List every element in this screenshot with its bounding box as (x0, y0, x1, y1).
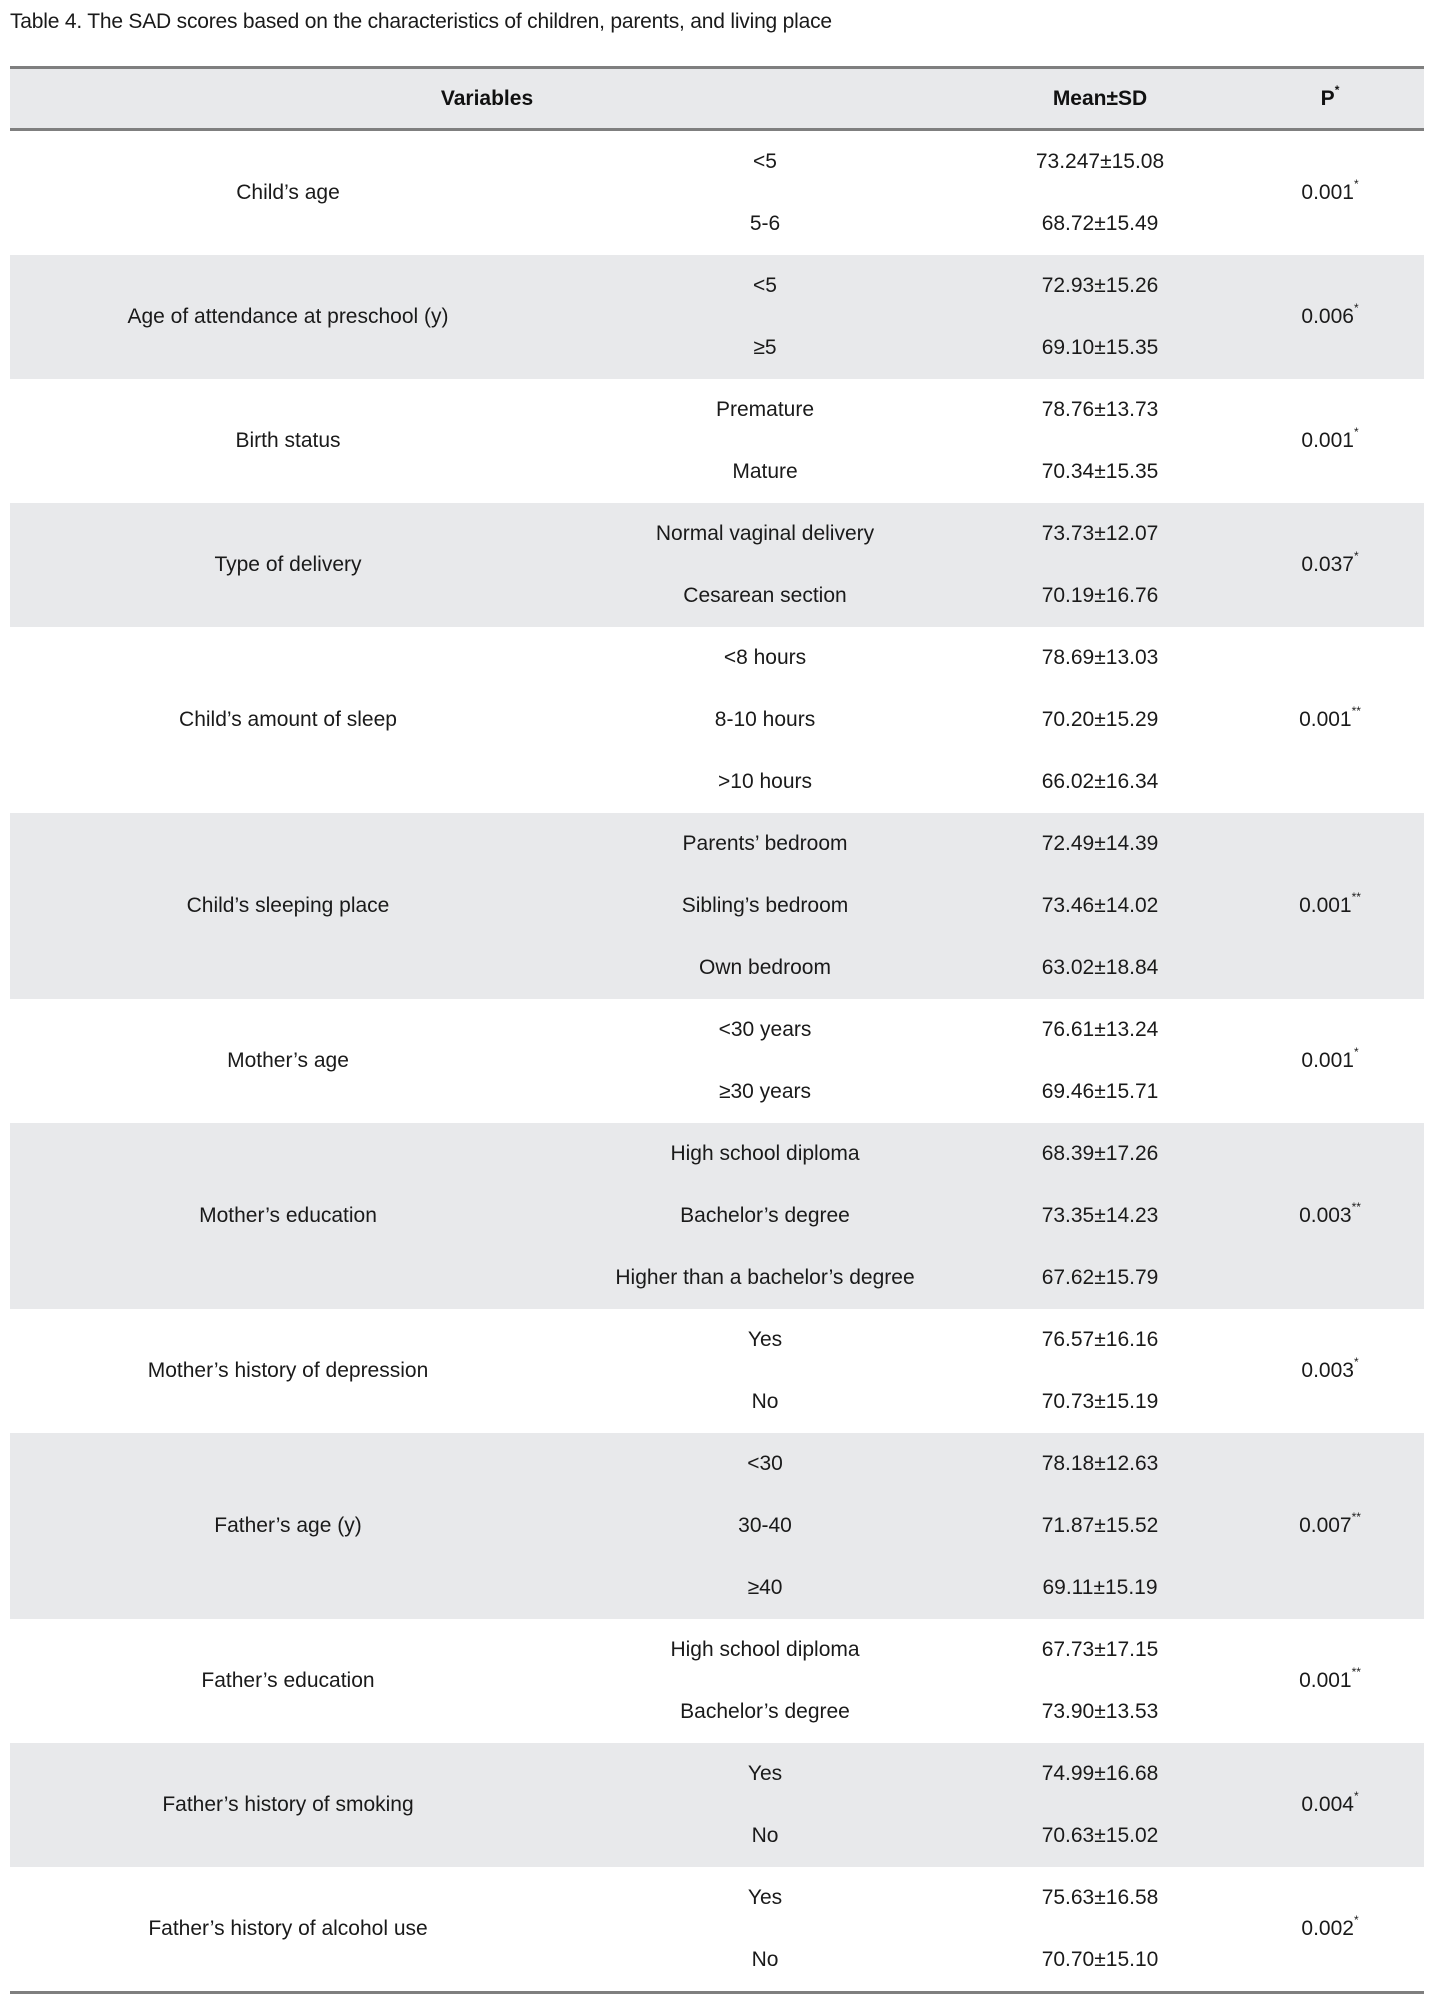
mean-sd-value: 69.10±15.35 (964, 317, 1236, 379)
significance-marker: * (1353, 301, 1359, 315)
p-value-cell (1236, 813, 1424, 999)
table-row (10, 255, 1424, 317)
p-value-cell (1236, 1743, 1424, 1867)
mean-sd-value: 68.39±17.26 (964, 1123, 1236, 1185)
variable-name: Father’s education (201, 1669, 375, 1692)
variable-name: Father’s history of smoking (10, 1743, 566, 1867)
variable-name: Father’s history of alcohol use (10, 1867, 566, 1993)
mean-sd-value: 70.19±16.76 (964, 565, 1236, 627)
level-label: <5 (566, 255, 964, 317)
variable-name: Child’s age (236, 181, 340, 204)
p-value: 0.007 (1299, 1514, 1352, 1537)
header-mean-sd: Mean±SD (964, 68, 1236, 130)
p-value-cell (1236, 1123, 1424, 1309)
level-label: <5 (753, 150, 777, 173)
table-row (10, 813, 1424, 875)
significance-marker: * (1353, 177, 1359, 191)
level-label: Premature (715, 398, 815, 421)
mean-sd-value: 78.76±13.73 (1041, 398, 1159, 421)
header-variables: Variables (10, 68, 964, 130)
significance-marker: * (1353, 1789, 1359, 1803)
level-label: Cesarean section (566, 565, 964, 627)
level-label: No (566, 1805, 964, 1867)
mean-sd-value: 69.46±15.71 (1041, 1080, 1159, 1103)
p-value-cell (1236, 255, 1424, 379)
mean-sd-value: 74.99±16.68 (964, 1743, 1236, 1805)
level-label: Sibling’s bedroom (566, 875, 964, 937)
table-header (10, 68, 1424, 130)
p-value: 0.001 (1301, 1049, 1354, 1072)
significance-marker: * (1353, 549, 1359, 563)
variable-name: Birth status (235, 429, 341, 452)
mean-sd-value: 78.18±12.63 (964, 1433, 1236, 1495)
p-value-cell (1236, 1867, 1424, 1993)
variable-name: Child’s amount of sleep (179, 708, 397, 731)
mean-sd-value: 72.49±14.39 (964, 813, 1236, 875)
significance-marker: ** (1351, 890, 1361, 904)
mean-sd-value: 70.73±15.19 (1041, 1390, 1159, 1413)
p-value: 0.006 (1301, 305, 1354, 328)
header-p-label: P (1320, 86, 1335, 110)
table-row (10, 627, 1424, 689)
mean-sd-value: 63.02±18.84 (964, 937, 1236, 999)
level-label: No (751, 1390, 779, 1413)
level-label: High school diploma (566, 1123, 964, 1185)
table-row (10, 1433, 1424, 1495)
variable-name: Type of delivery (10, 503, 566, 627)
mean-sd-value: 69.11±15.19 (964, 1557, 1236, 1619)
table-row (10, 1619, 1424, 1681)
level-label: Own bedroom (566, 937, 964, 999)
table-row (10, 1123, 1424, 1185)
level-label: No (566, 1929, 964, 1993)
level-label: >10 hours (718, 770, 812, 793)
table-row (10, 1309, 1424, 1371)
level-label: 8-10 hours (714, 708, 816, 731)
significance-marker: ** (1351, 1510, 1361, 1524)
p-value: 0.002 (1301, 1917, 1354, 1940)
level-label: Higher than a bachelor’s degree (566, 1247, 964, 1309)
table-caption: Table 4. The SAD scores based on the characteristics of children, parents, and living place (10, 10, 832, 33)
significance-marker: * (1353, 1045, 1359, 1059)
table-row (10, 1743, 1424, 1805)
p-value: 0.003 (1301, 1359, 1354, 1382)
p-value-cell (1236, 130, 1424, 256)
mean-sd-value: 70.34±15.35 (1041, 460, 1159, 483)
table-body (10, 130, 1424, 1993)
mean-sd-value: 67.73±17.15 (1041, 1638, 1159, 1661)
variable-name: Age of attendance at preschool (y) (10, 255, 566, 379)
sad-scores-table (10, 66, 1424, 1994)
p-value: 0.003 (1299, 1204, 1352, 1227)
level-label: Yes (747, 1328, 783, 1351)
header-p (1236, 68, 1424, 130)
p-value: 0.037 (1301, 553, 1354, 576)
significance-marker: ** (1351, 1200, 1361, 1214)
p-value: 0.001 (1299, 1669, 1352, 1692)
p-value-cell (1236, 1309, 1424, 1433)
p-value-cell (1236, 379, 1424, 503)
p-value: 0.004 (1301, 1793, 1354, 1816)
level-label: Mature (732, 460, 798, 483)
table-row (10, 130, 1424, 194)
mean-sd-value: 72.93±15.26 (964, 255, 1236, 317)
variable-name: Mother’s education (10, 1123, 566, 1309)
level-label: Parents’ bedroom (566, 813, 964, 875)
variable-name: Child’s sleeping place (10, 813, 566, 999)
level-label: <30 (566, 1433, 964, 1495)
mean-sd-value: 75.63±16.58 (1041, 1886, 1159, 1909)
p-value-cell (1236, 503, 1424, 627)
level-label: ≥40 (566, 1557, 964, 1619)
p-value-cell (1236, 999, 1424, 1123)
variable-name: Mother’s history of depression (147, 1359, 429, 1382)
level-label: <30 years (718, 1018, 812, 1041)
mean-sd-value: 73.247±15.08 (1035, 150, 1165, 173)
level-label: ≥5 (566, 317, 964, 379)
table-row (10, 379, 1424, 441)
p-value-cell (1236, 627, 1424, 813)
table-row (10, 999, 1424, 1061)
p-value-cell (1236, 1433, 1424, 1619)
level-label: Normal vaginal delivery (566, 503, 964, 565)
mean-sd-value: 73.35±14.23 (964, 1185, 1236, 1247)
mean-sd-value: 68.72±15.49 (1041, 212, 1159, 235)
level-label: 30-40 (566, 1495, 964, 1557)
mean-sd-value: 76.57±16.16 (1041, 1328, 1159, 1351)
mean-sd-value: 71.87±15.52 (964, 1495, 1236, 1557)
mean-sd-value: 73.90±13.53 (1041, 1700, 1159, 1723)
mean-sd-value: 78.69±13.03 (1041, 646, 1159, 669)
level-label: <8 hours (723, 646, 807, 669)
significance-marker: * (1353, 1913, 1359, 1927)
level-label: Bachelor’s degree (680, 1700, 850, 1723)
significance-marker: ** (1351, 1665, 1361, 1679)
mean-sd-value: 70.20±15.29 (1041, 708, 1159, 731)
variable-name: Father’s age (y) (10, 1433, 566, 1619)
table-row (10, 1867, 1424, 1929)
level-label: Yes (566, 1743, 964, 1805)
table-row (10, 503, 1424, 565)
significance-marker: ** (1351, 704, 1361, 718)
level-label: High school diploma (670, 1638, 860, 1661)
level-label: ≥30 years (718, 1080, 812, 1103)
mean-sd-value: 66.02±16.34 (1041, 770, 1159, 793)
level-label: Yes (747, 1886, 783, 1909)
header-row (10, 68, 1424, 130)
mean-sd-value: 70.70±15.10 (964, 1929, 1236, 1993)
significance-marker: * (1353, 425, 1359, 439)
variable-name: Mother’s age (227, 1049, 349, 1072)
p-value: 0.001 (1299, 894, 1352, 917)
p-value-cell (1236, 1619, 1424, 1743)
mean-sd-value: 73.73±12.07 (964, 503, 1236, 565)
header-p-marker: * (1334, 82, 1340, 97)
mean-sd-value: 73.46±14.02 (964, 875, 1236, 937)
level-label: 5-6 (749, 212, 781, 235)
p-value: 0.001 (1301, 181, 1354, 204)
significance-marker: * (1353, 1355, 1359, 1369)
level-label: Bachelor’s degree (566, 1185, 964, 1247)
mean-sd-value: 67.62±15.79 (964, 1247, 1236, 1309)
mean-sd-value: 76.61±13.24 (1041, 1018, 1159, 1041)
p-value: 0.001 (1301, 429, 1354, 452)
p-value: 0.001 (1299, 708, 1352, 731)
mean-sd-value: 70.63±15.02 (964, 1805, 1236, 1867)
